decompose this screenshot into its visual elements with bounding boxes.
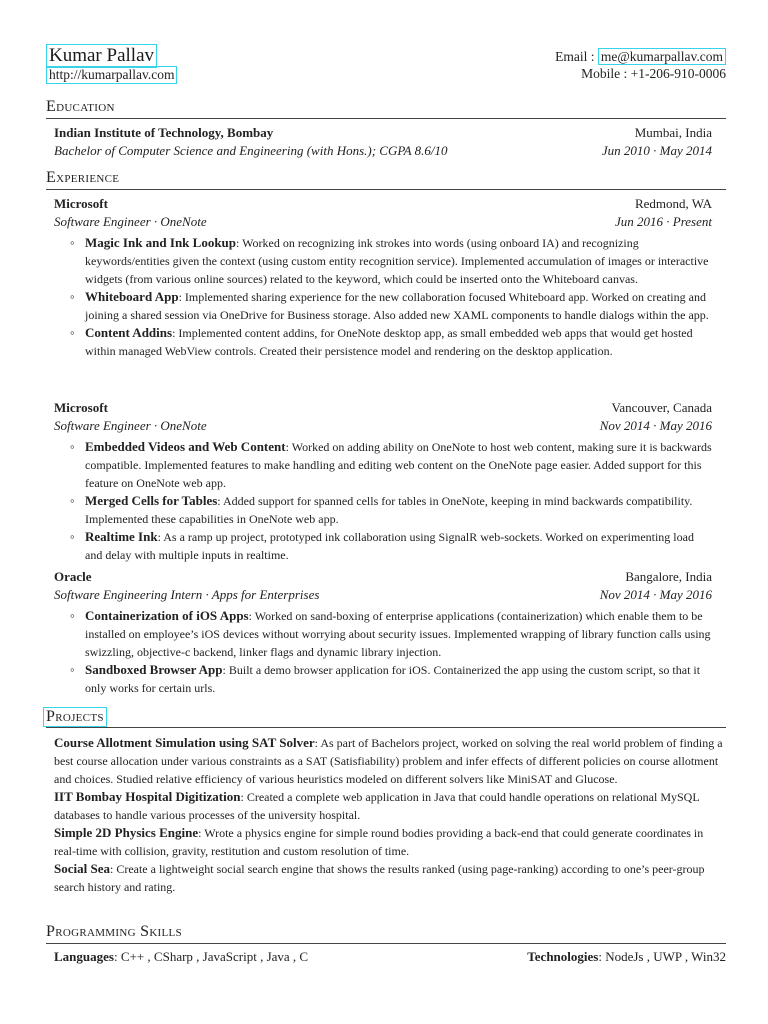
list-item: ◦ Embedded Videos and Web Content: Worked on adding ability on OneNote to host web content, making sure it is backwards compatible. Implemented features to make handling and editing web content on the OneNote page easier. Added support for this feature on OneNote web app. <box>70 438 712 492</box>
mobile-label: Mobile : <box>581 66 628 81</box>
job-role: Software Engineering Intern · Apps for Enterprises <box>54 587 320 602</box>
job-role-row <box>54 213 712 230</box>
job-dates: Jun 2016 · Present <box>615 214 712 229</box>
job-location: Redmond, WA <box>634 196 712 211</box>
job-dates: Nov 2014 · May 2016 <box>599 418 712 433</box>
list-item: Simple 2D Physics Engine: Wrote a physics engine for simple round bodies providing a back-end that could generate coordinates in real-time with collision, gravity, restitution and custom resolution of time. <box>54 825 704 858</box>
company-name: Microsoft <box>54 400 108 415</box>
list-item: Social Sea: Create a lightweight social search engine that shows the results ranked (using page-ranking) according to one’s peer-group search history and rating. <box>54 861 705 894</box>
education-heading: Education <box>46 98 726 116</box>
degree: Bachelor of Computer Science and Engineering (with Hons.); CGPA 8.6/10 <box>54 143 448 158</box>
email-label: Email : <box>555 49 595 64</box>
projects-list <box>54 734 726 896</box>
email-link[interactable]: me@kumarpallav.com <box>598 48 726 65</box>
list-item: ◦ Containerization of iOS Apps: Worked on sand-boxing of enterprise applications (containerization) which enable them to be installed on employee’s iOS devices without worrying about security issues. Implemented wrapping of library function calls using swizzling, objective-c backend, linker flags and dynamic library injection. <box>70 607 712 661</box>
job-location: Vancouver, Canada <box>611 400 712 415</box>
job-role: Software Engineer · OneNote <box>54 418 207 433</box>
languages: Languages: C++ , CSharp , JavaScript , Java , C <box>54 949 309 964</box>
list-item: ◦ Magic Ink and Ink Lookup: Worked on recognizing ink strokes into words (using onboard IA) and recognizing keywords/entities given the context (using custom entity recognition service). Implemented accumulation of images or interactive widgets (from various online sources) related to the keyword, which could be inserted onto the Whiteboard canvas. <box>70 234 712 288</box>
experience-heading: Experience <box>46 169 726 187</box>
job-dates: Nov 2014 · May 2016 <box>599 587 712 602</box>
list-item: ◦ Realtime Ink: As a ramp up project, prototyped ink collaboration using SignalR web-sockets. Worked on experimenting load and delay with multiple inputs in realtime. <box>70 528 712 564</box>
list-item: ◦ Content Addins: Implemented content addins, for OneNote desktop app, as small embedded web apps that would get hosted within managed WebView controls. Created their persistence model and rendering on the desktop application. <box>70 324 712 360</box>
job-header <box>54 195 712 212</box>
education-dates: Jun 2010 · May 2014 <box>601 143 712 158</box>
job-header <box>54 568 712 585</box>
job-bullets <box>70 438 712 564</box>
education-degree-row <box>54 142 712 159</box>
job-bullets <box>70 607 712 697</box>
list-item: IIT Bombay Hospital Digitization: Created a complete web application in Java that could handle operations on relational MySQL databases to handle various processes of the university hospital. <box>54 789 700 822</box>
list-item: ◦ Merged Cells for Tables: Added support for spanned cells for tables in OneNote, keeping in mind backwards compatibility. Implemented these capabilities in OneNote web app. <box>70 492 712 528</box>
website-link[interactable]: http://kumarpallav.com <box>46 66 177 84</box>
skills-row <box>54 948 726 965</box>
school-name: Indian Institute of Technology, Bombay <box>54 125 274 140</box>
school-location: Mumbai, India <box>634 125 712 140</box>
projects-heading: Projects <box>46 707 726 727</box>
job-role: Software Engineer · OneNote <box>54 214 207 229</box>
job-role-row <box>54 586 712 603</box>
skills-heading: Programming Skills <box>46 923 726 941</box>
list-item: ◦ Sandboxed Browser App: Built a demo browser application for iOS. Containerized the app using the custom script, so that it only works for certain urls. <box>70 661 712 697</box>
job-header <box>54 399 712 416</box>
education-row <box>54 124 712 141</box>
contact-block <box>555 48 726 82</box>
company-name: Microsoft <box>54 196 108 211</box>
job-location: Bangalore, India <box>625 569 712 584</box>
job-role-row <box>54 417 712 434</box>
candidate-name: Kumar Pallav <box>46 44 157 68</box>
list-item: Course Allotment Simulation using SAT Solver: As part of Bachelors project, worked on solving the real world problem of finding a best course allocation under various constraints as a SAT (Satisfiability) problem and infer effects of different policies on course allotment and choices. Studied relative efficiency of various heuristics modeled on different solvers like MiniSAT and Glucose. <box>54 735 723 786</box>
mobile-number: +1-206-910-0006 <box>630 66 726 81</box>
company-name: Oracle <box>54 569 92 584</box>
job-bullets <box>70 234 712 360</box>
list-item: ◦ Whiteboard App: Implemented sharing experience for the new collaboration focused Whiteboard app. Worked on creating and joining a shared session via OneDrive for Business storage. Also added new XAML components to handle dialogs within the app. <box>70 288 712 324</box>
technologies: Technologies: NodeJs , UWP , Win32 <box>527 949 726 964</box>
